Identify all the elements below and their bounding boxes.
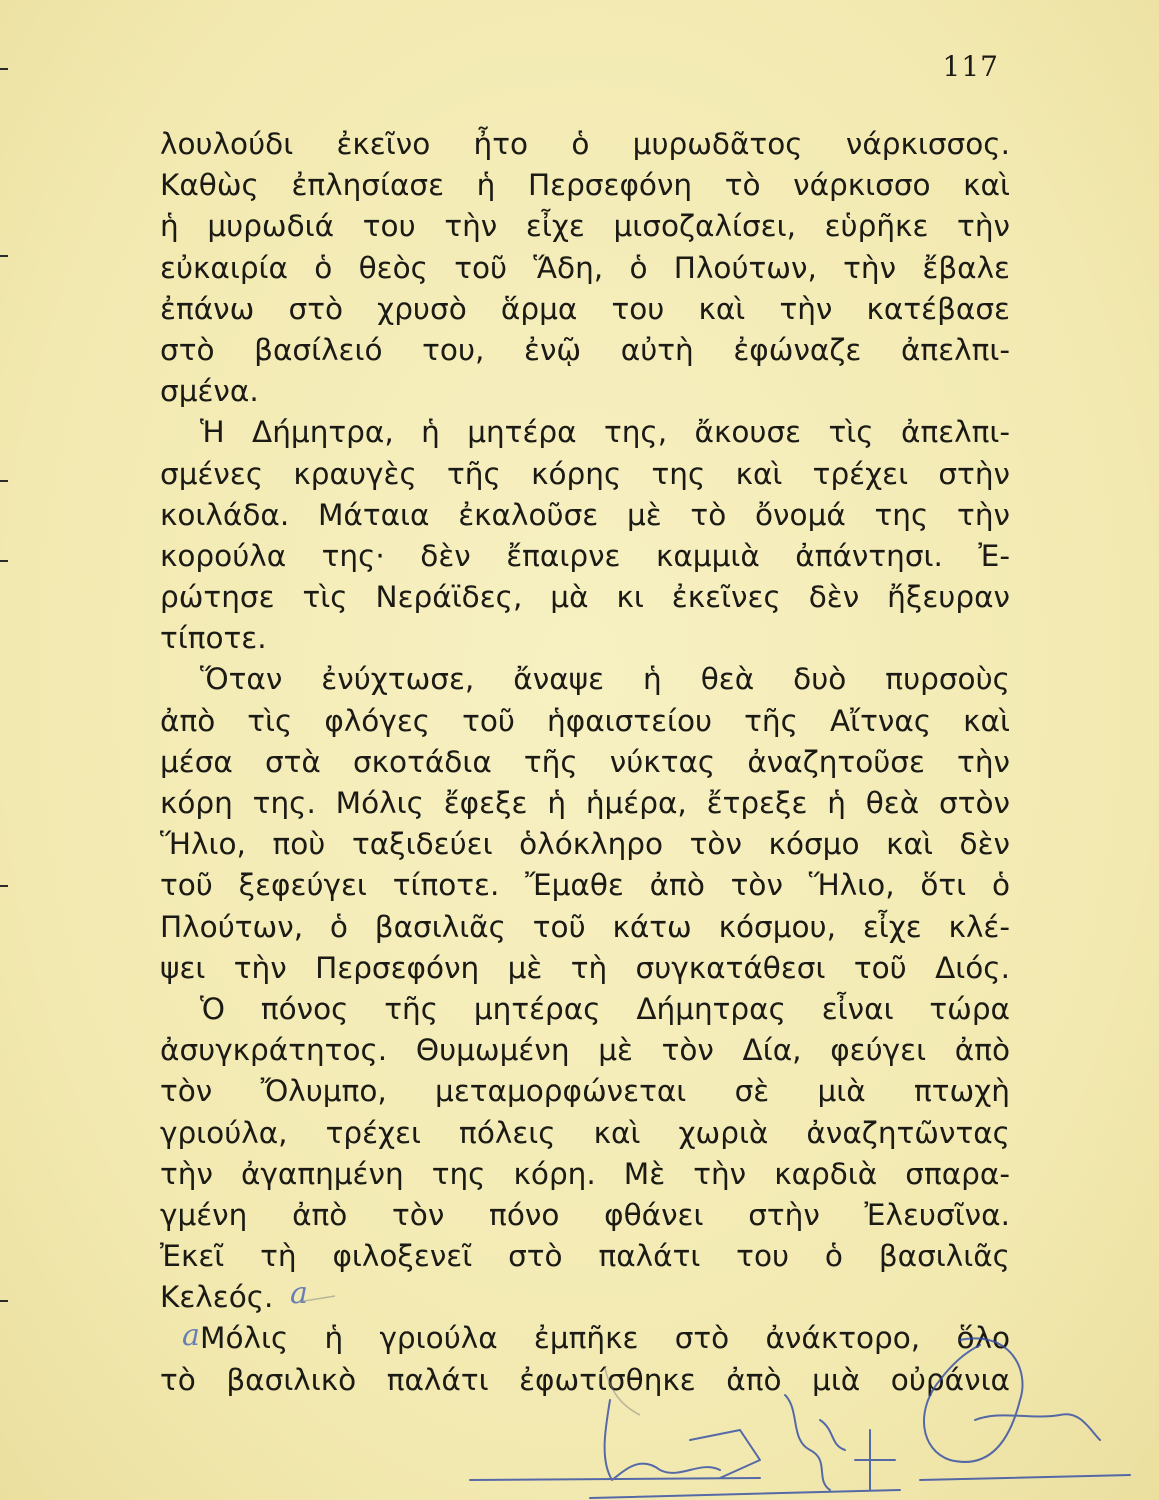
text-line: τὸν Ὄλυμπο, μεταμορφώνεται σὲ μιὰ πτωχὴ [160,1074,1010,1109]
text-line: κόρη της. Μόλις ἔφεξε ἡ ἡμέρα, ἔτρεξε ἡ θεὰ στὸν [160,786,1010,820]
text-line: Μόλις ἡ γριούλα ἐμπῆκε στὸ ἀνάκτορο, ὅλο [200,1321,1010,1356]
text-line: ἀσυγκράτητος. Θυμωμένη μὲ τὸν Δία, φεύγει ἀπὸ [160,1033,1010,1068]
text-line: Καθὼς ἐπλησίασε ἡ Περσεφόνη τὸ νάρκισσο καὶ [160,168,1010,203]
text-line: Ὅταν ἐνύχτωσε, ἄναψε ἡ θεὰ δυὸ πυρσοὺς [200,662,1010,697]
text-line: Ὁ πόνος τῆς μητέρας Δήμητρας εἶναι τώρα [200,991,1010,1026]
text-line: λουλούδι ἐκεῖνο ἦτο ὁ μυρωδᾶτος νάρκισσος. [160,127,1010,161]
text-line: ἡ μυρωδιά του τὴν εἶχε μισοζαλίσει, εὑρῆκε τὴν [160,209,1010,244]
text-line: τὴν ἀγαπημένη της κόρη. Μὲ τὴν καρδιὰ σπαρα- [160,1156,1010,1191]
text-line: κορούλα της· δὲν ἔπαιρνε καμμιὰ ἀπάντησι. Ἐ- [160,538,1010,573]
handwritten-mark: a [290,1276,308,1311]
text-line: τὸ βασιλικὸ παλάτι ἐφωτίσθηκε ἀπὸ μιὰ οὐράνια [160,1362,1010,1397]
text-line: σμένες κραυγὲς τῆς κόρης της καὶ τρέχει στὴν [160,456,1010,491]
text-line: εὐκαιρία ὁ θεὸς τοῦ Ἅδη, ὁ Πλούτων, τὴν ἔβαλε [160,250,1010,285]
text-line: Πλούτων, ὁ βασιλιᾶς τοῦ κάτω κόσμου, εἶχε κλέ- [160,909,1010,944]
text-line: σμένα. [160,374,259,409]
text-line: ἀπὸ τὶς φλόγες τοῦ ἡφαιστείου τῆς Αἴτνας καὶ [160,703,1010,738]
text-line: στὸ βασίλειό του, ἐνῷ αὐτὴ ἐφώναζε ἀπελπι- [160,332,1010,367]
text-line: μέσα στὰ σκοτάδια τῆς νύκτας ἀναζητοῦσε τὴν [160,744,1010,779]
text-line: γριούλα, τρέχει πόλεις καὶ χωριὰ ἀναζητῶντας [160,1115,1010,1150]
text-line: Ἐκεῖ τὴ φιλοξενεῖ στὸ παλάτι του ὁ βασιλιᾶς [160,1239,1010,1274]
text-line: κοιλάδα. Μάταια ἐκαλοῦσε μὲ τὸ ὄνομά της τὴν [160,497,1010,532]
text-line: ψει τὴν Περσεφόνη μὲ τὴ συγκατάθεσι τοῦ Διός. [160,950,1010,985]
text-line: Ἥλιο, ποὺ ταξιδεύει ὁλόκληρο τὸν κόσμο καὶ δὲν [160,827,1010,862]
text-line: τοῦ ξεφεύγει τίποτε. Ἔμαθε ἀπὸ τὸν Ἥλιο, ὅτι ὁ [160,868,1010,903]
handwritten-mark: a [182,1318,200,1353]
text-line: ρώτησε τὶς Νεράϊδες, μὰ κι ἐκεῖνες δὲν ἤξευραν [160,580,1010,615]
text-line: Ἡ Δήμητρα, ἡ μητέρα της, ἄκουσε τὶς ἀπελπι- [200,415,1010,450]
text-line: ἐπάνω στὸ χρυσὸ ἅρμα του καὶ τὴν κατέβασε [160,291,1010,326]
page-number: 117 [942,50,999,83]
text-line: γμένη ἀπὸ τὸν πόνο φθάνει στὴν Ἐλευσῖνα. [160,1197,1010,1232]
text-line: τίποτε. [160,621,267,656]
text-line: Κελεός. [160,1280,274,1315]
